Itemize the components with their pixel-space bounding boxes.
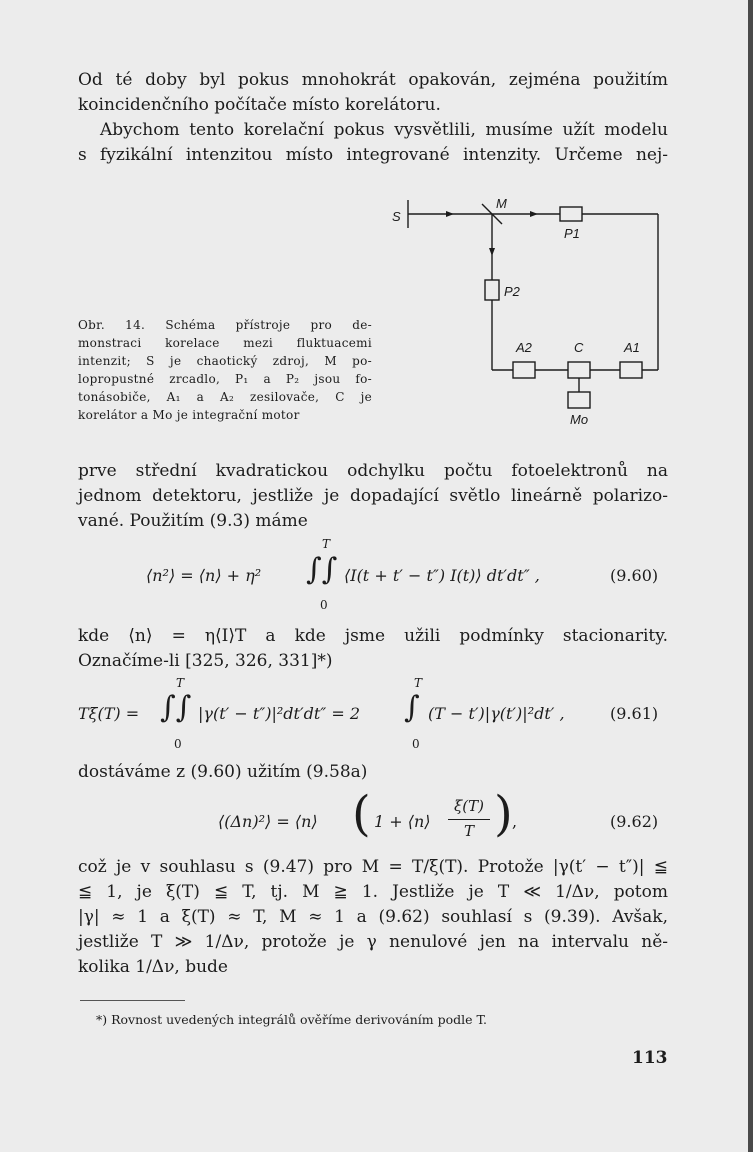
- text-line: dostáváme z (9.60) užitím (9.58a): [78, 762, 368, 782]
- text-line: jestliže T ≫ 1/Δν, protože je γ nenulové jen na intervalu ně-: [78, 932, 668, 952]
- amplifier-a1: [620, 362, 642, 378]
- label-m: M: [496, 196, 507, 211]
- label-s: S: [392, 209, 401, 224]
- integral-upper-limit: T: [414, 676, 423, 690]
- paren-open: (: [352, 786, 371, 842]
- caption-line: korelátor a Mo je integrační motor: [78, 408, 300, 422]
- body-paragraph-1: [78, 459, 668, 534]
- text-line: kolika 1/Δν, bude: [78, 957, 228, 977]
- footnote-rule: [80, 1000, 185, 1001]
- caption-line: intenzit; S je chaotický zdroj, M po-: [78, 354, 372, 368]
- eq-rhs: ⟨I(t + t′ − t″) I(t)⟩ dt′dt″ ,: [344, 566, 540, 585]
- text-line: koincidenčního počítače místo korelátoru.: [78, 95, 441, 115]
- text-line: ≦ 1, je ξ(T) ≦ T, tj. M ≧ 1. Jestliže je T ≪ 1/Δν, potom: [78, 882, 668, 902]
- photomultiplier-p2: [485, 280, 499, 300]
- eq-tail: ,: [512, 812, 518, 831]
- fraction-numerator: ξ(T): [454, 797, 484, 815]
- double-integral-sign: ∫∫: [160, 690, 192, 725]
- integral-lower-limit: 0: [320, 598, 328, 612]
- equation-number: (9.62): [610, 812, 659, 831]
- text-line: s fyzikální intenzitou místo integrované intenzity. Určeme nej-: [78, 145, 668, 165]
- photomultiplier-p1: [560, 207, 582, 221]
- label-a2: A2: [516, 340, 532, 355]
- page-edge-shadow: [748, 0, 753, 1152]
- amplifier-a2: [513, 362, 535, 378]
- body-paragraph-2: [78, 624, 668, 674]
- text-line: prve střední kvadratickou odchylku počtu fotoelektronů na: [78, 461, 668, 481]
- fraction-bar: [448, 819, 490, 820]
- intro-paragraph: [78, 68, 668, 168]
- fraction-denominator: T: [463, 822, 474, 840]
- integral-upper-limit: T: [176, 676, 185, 690]
- integrating-motor: [568, 392, 590, 408]
- body-paragraph-3: [78, 760, 668, 785]
- caption-line: Obr. 14. Schéma přístroje pro de-: [78, 318, 372, 332]
- integral-sign: ∫: [404, 690, 420, 725]
- label-a1: A1: [624, 340, 640, 355]
- caption-line: lopropustné zrcadlo, P₁ a P₂ jsou fo-: [78, 372, 372, 386]
- label-p1: P1: [564, 226, 580, 241]
- caption-line: tonásobiče, A₁ a A₂ zesilovače, C je: [78, 390, 372, 404]
- eq-rhs: (T − t′)|γ(t′)|²dt′ ,: [428, 704, 565, 723]
- integral-lower-limit: 0: [412, 737, 420, 751]
- label-p2: P2: [504, 284, 520, 299]
- eq-mid: |γ(t′ − t″)|²dt′dt″ = 2: [198, 704, 360, 723]
- arrow-right: [446, 211, 454, 217]
- equation-number: (9.61): [610, 704, 659, 723]
- eq-lhs: ⟨n²⟩ = ⟨n⟩ + η²: [146, 566, 262, 585]
- page-number: 113: [632, 1048, 668, 1068]
- eq-inner: 1 + ⟨n⟩: [374, 812, 431, 831]
- arrow-down: [489, 248, 495, 256]
- correlator-c: [568, 362, 590, 378]
- text-line: |γ| ≈ 1 a ξ(T) ≈ T, M ≈ 1 a (9.62) souhlasí s (9.39). Avšak,: [78, 907, 668, 927]
- caption-line: monstraci korelace mezi fluktuacemi: [78, 336, 372, 350]
- body-paragraph-4: [78, 855, 668, 980]
- integral-lower-limit: 0: [174, 737, 182, 751]
- paren-close: ): [494, 786, 513, 842]
- footnote: *) Rovnost uvedených integrálů ověříme derivováním podle T.: [96, 1012, 487, 1027]
- text-line: což je v souhlasu s (9.47) pro M = T/ξ(T). Protože |γ(t′ − t″)| ≦: [78, 857, 668, 877]
- arrow-right: [530, 211, 538, 217]
- eq-lhs: ⟨(Δn)²⟩ = ⟨n⟩: [218, 812, 318, 831]
- eq-lhs: Tξ(T) =: [78, 704, 140, 723]
- equation-number: (9.60): [610, 566, 659, 585]
- text-line: jednom detektoru, jestliže je dopadající světlo lineárně polarizo-: [78, 486, 668, 506]
- double-integral-sign: ∫∫: [306, 552, 338, 587]
- integral-upper-limit: T: [322, 537, 331, 551]
- text-line: kde ⟨n⟩ = η⟨I⟩T a kde jsme užili podmínky stacionarity.: [78, 626, 668, 646]
- text-line: vané. Použitím (9.3) máme: [78, 511, 308, 531]
- apparatus-diagram: [380, 190, 680, 435]
- text-line: Označíme-li [325, 326, 331]*): [78, 651, 333, 671]
- text-line: Abychom tento korelační pokus vysvětlili, musíme užít modelu: [100, 120, 668, 140]
- text-line: Od té doby byl pokus mnohokrát opakován, zejména použitím: [78, 70, 668, 90]
- label-c: C: [574, 340, 584, 355]
- label-mo: Mo: [570, 412, 589, 427]
- figure-caption: [78, 316, 372, 424]
